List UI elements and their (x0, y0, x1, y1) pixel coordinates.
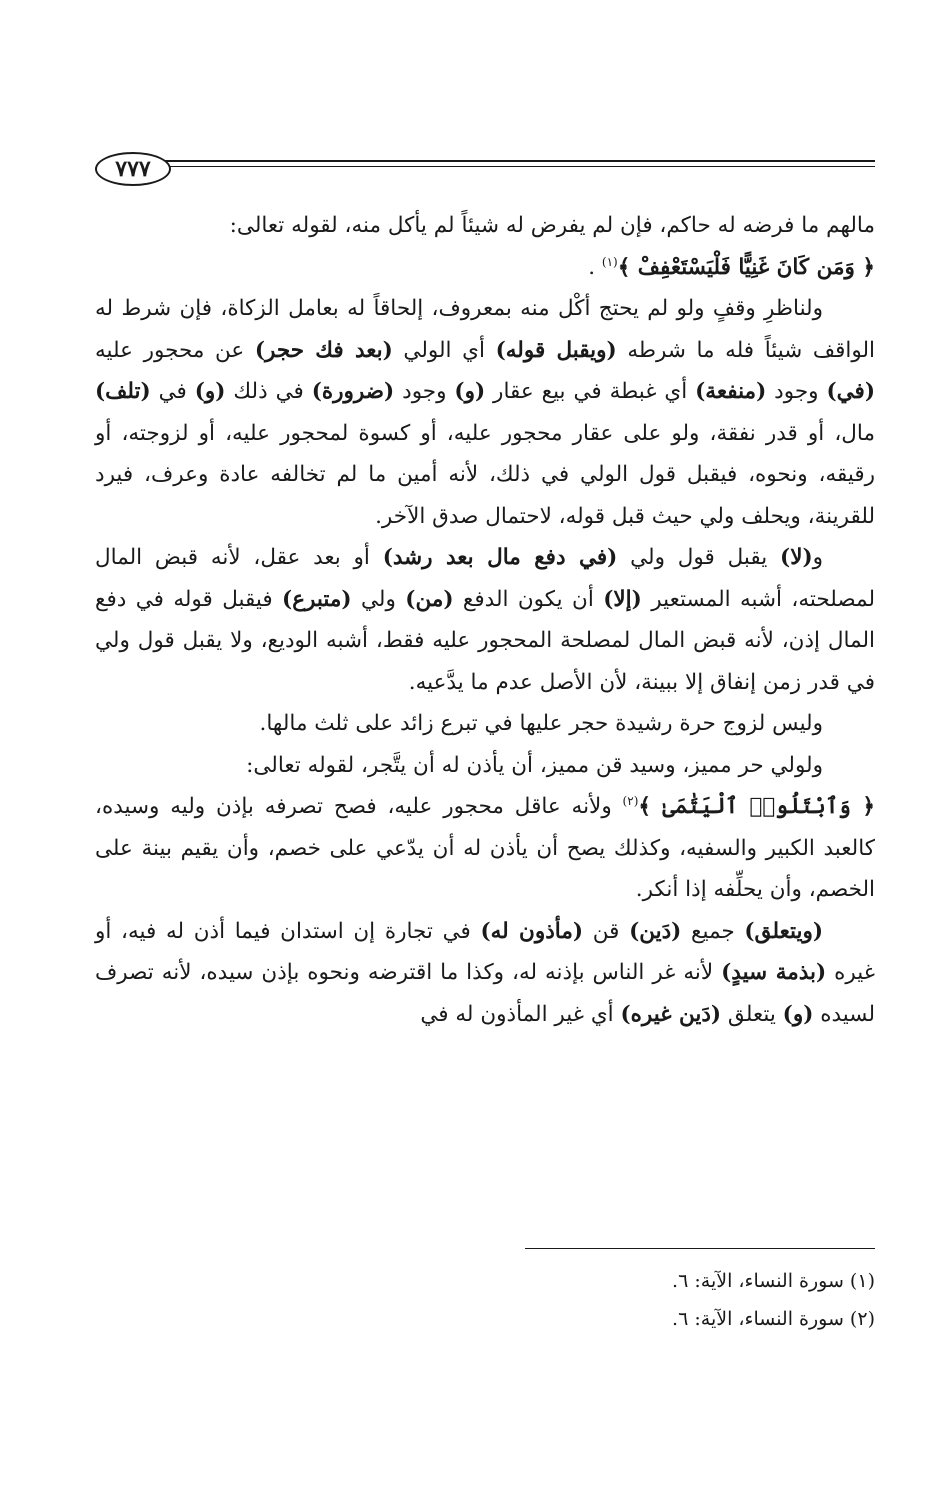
footnotes (475, 1262, 875, 1338)
matn-term: (و) (194, 379, 226, 404)
text-run: في (150, 379, 195, 404)
footnote-ref[interactable]: (١) (601, 254, 618, 269)
matn-term: (من) (405, 586, 454, 612)
matn-term: (دَين) (629, 918, 682, 944)
text-run: في تجارة إن استدان فيما أذن له فيه، أو غيره (95, 918, 875, 985)
footnote-ref[interactable]: (٢) (622, 793, 639, 808)
matn-term: (ويقبل قوله) (495, 337, 617, 363)
text-run: أي غير المأذون له في (420, 1001, 621, 1027)
text-run: أي غبطة في بيع عقار (485, 379, 696, 404)
matn-term: (لا) (780, 545, 813, 570)
matn-term: (و) (454, 379, 486, 404)
text-run: يقبل قول ولي (617, 545, 781, 570)
text-run: فيقبل قوله في دفع المال إذن، لأنه قبض المال لمصلحة المحجور عليه فقط، أشبه الوديع، ولا يقبل قول ولي في قدر زمن إنفاق إلا ببينة، لأن الأصل عدم ما يدَّعيه. (95, 586, 875, 695)
text-run: في ذلك (225, 379, 312, 404)
matn-term: (تلف) (95, 379, 151, 404)
matn-term: (ويتعلق) (744, 918, 823, 944)
text-run: قن (583, 918, 630, 944)
header-rule-thin (165, 166, 875, 167)
text-run: أن يكون الدفع (453, 586, 604, 612)
paragraph-1 (95, 205, 875, 288)
matn-term: (منفعة) (695, 379, 767, 404)
text-run: عن محجور عليه (95, 337, 255, 363)
paragraph-2 (95, 288, 875, 537)
text-run: و (812, 545, 824, 570)
text-run: جميع (681, 918, 745, 944)
matn-term: (في دفع مال بعد رشد) (382, 545, 618, 570)
matn-term: (متبرع) (282, 586, 352, 612)
text-run: يتعلق (721, 1001, 783, 1027)
text-run: ولأنه عاقل محجور عليه، فصح تصرفه بإذن وليه وسيده، كالعبد الكبير والسفيه، وكذلك يصح أن يأذن له أن يدّعي على خصم، وأن يقيم بينة على الخصم، وأن يحلِّفه إذا أنكر. (95, 794, 875, 902)
matn-term: (مأذون له) (480, 918, 584, 944)
paragraph-4: وليس لزوج حرة رشيدة حجر عليها في تبرع زائد على ثلث مالها. (259, 711, 823, 736)
text-run: ولي (351, 586, 406, 612)
text-run: وجود (394, 379, 455, 404)
footnote-2: (٢) سورة النساء، الآية: ٦. (672, 1308, 875, 1330)
paragraph-6 (95, 911, 875, 1036)
text-run: أي الولي (392, 337, 496, 363)
matn-term: (في) (826, 379, 875, 404)
matn-term: (ضرورة) (311, 379, 395, 404)
text-run: ولناظرِ وقفٍ ولو لم يحتج أكْل منه بمعروف، إلحاقاً له بعامل الزكاة، فإن شرط له الواقف شيئاً فله ما شرطه (95, 296, 876, 363)
matn-term: (دَين غيره) (620, 1001, 722, 1027)
header-rule (165, 160, 875, 162)
page-number: ٧٧٧ (95, 152, 171, 186)
paragraph-5 (95, 745, 875, 911)
quran-quote: ﴿ وَٱبْتَلُوا۟ ٱلْيَتَٰمَىٰ ﴾ (638, 794, 875, 819)
paragraph-3 (95, 537, 875, 703)
main-text (95, 205, 875, 1035)
page-header (95, 150, 875, 186)
text-run: . (588, 254, 602, 280)
text-run: أو بعد عقل، لأنه قبض المال لمصلحته، أشبه المستعير (95, 545, 876, 612)
text-run: ولولي حر مميز، وسيد قن مميز، أن يأذن له أن يتَّجر، لقوله تعالى: (246, 752, 823, 778)
matn-term: (إلا) (603, 586, 642, 612)
matn-term: (بذمة سيدٍ) (721, 960, 827, 985)
matn-term: (بعد فك حجر) (254, 337, 393, 363)
text-run: مال، أو قدر نفقة، ولو على عقار محجور عليه، أو كسوة لمحجور عليه، أو لزوجته، أو رقيقه، ونحوه، فيقبل قول الولي في ذلك، لأنه أمين ما لم تخالفه عادة وعرف، فيرد للقرينة، ويحلف ولي حيث قبل قوله، لاحتمال صدق الآخر. (95, 420, 875, 529)
text-run: لأنه غر الناس بإذنه له، وكذا ما اقترضه ونحوه بإذن سيده، لأنه تصرف لسيده (95, 960, 875, 1027)
quran-quote: ﴿ وَمَن كَانَ غَنِيًّا فَلْيَسْتَعْفِفْ ﴾ (617, 254, 875, 280)
text-run: مالهم ما فرضه له حاكم، فإن لم يفرض له شيئاً لم يأكل منه، لقوله تعالى: (229, 213, 875, 238)
matn-term: (و) (782, 1001, 814, 1027)
text-run: وجود (766, 379, 827, 404)
footnote-1: (١) سورة النساء، الآية: ٦. (672, 1270, 875, 1292)
footnote-separator (525, 1248, 875, 1249)
